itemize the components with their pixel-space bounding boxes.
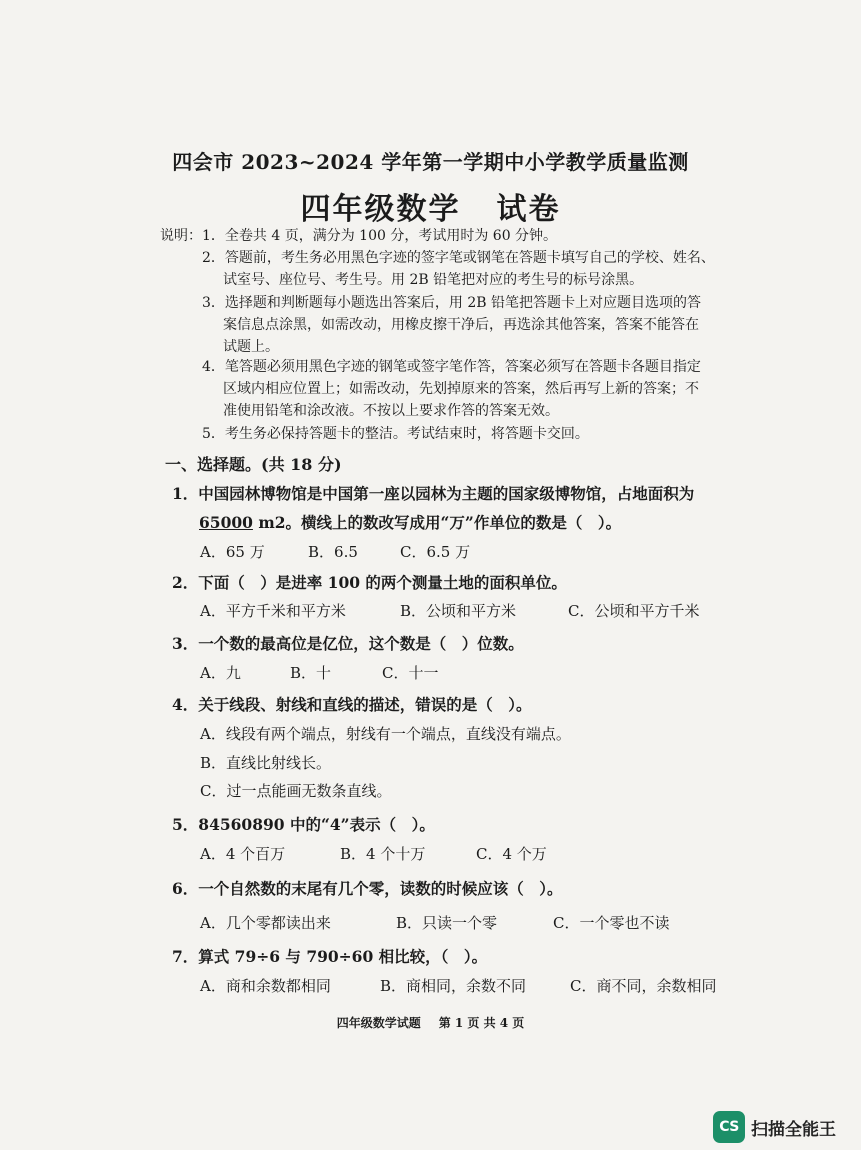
option: A．几个零都读出来	[200, 914, 331, 932]
question-1-stem: 1．中国园林博物馆是中国第一座以园林为主题的国家级博物馆，占地面积为	[172, 484, 695, 503]
option: C．商不同，余数相同	[570, 977, 717, 995]
option: B．直线比射线长。	[200, 754, 332, 772]
option: B．6.5	[308, 543, 358, 561]
question-6-stem: 6．一个自然数的末尾有几个零，读数的时候应该（ ）。	[172, 879, 563, 898]
option: C．4 个万	[476, 845, 547, 863]
note-line: 4．笔答题必须用黑色字迹的钢笔或签字笔作答，答案必须写在答题卡各题目指定	[202, 359, 701, 375]
note-line: 试题上。	[223, 339, 279, 355]
note-line: 案信息点涂黑，如需改动，用橡皮擦干净后，再选涂其他答案，答案不能答在	[223, 317, 699, 333]
note-line: 5．考生务必保持答题卡的整洁。考试结束时，将答题卡交回。	[202, 426, 589, 442]
underlined-number: 65000	[199, 513, 253, 532]
option: A．平方千米和平方米	[200, 602, 346, 620]
question-5-stem: 5．84560890 中的“4”表示（ ）。	[172, 815, 435, 834]
option: B．十	[290, 664, 332, 682]
option: C．十一	[382, 664, 439, 682]
question-4-stem: 4．关于线段、射线和直线的描述，错误的是（ ）。	[172, 695, 532, 714]
section-title: 一、选择题。(共 18 分)	[165, 455, 342, 474]
option: B．公顷和平方米	[400, 602, 517, 620]
notes-label: 说明：	[160, 228, 202, 244]
question-3-stem: 3．一个数的最高位是亿位，这个数是（ ）位数。	[172, 634, 524, 653]
option: B．只读一个零	[396, 914, 498, 932]
note-line: 准使用铅笔和涂改液。不按以上要求作答的答案无效。	[223, 403, 559, 419]
note-line: 2．答题前，考生务必用黑色字迹的签字笔或钢笔在答题卡填写自己的学校、姓名、	[202, 250, 715, 266]
subtitle-subject: 四年级数学	[300, 192, 461, 227]
camscanner-logo-icon: CS	[713, 1111, 745, 1143]
note-line: 试室号、座位号、考生号。用 2B 铅笔把对应的考生号的标号涂黑。	[223, 272, 644, 288]
option: B．商相同，余数不同	[380, 977, 527, 995]
exam-subtitle	[0, 184, 861, 228]
note-line: 3．选择题和判断题每小题选出答案后，用 2B 铅笔把答题卡上对应题目选项的答	[202, 295, 702, 311]
option: A．4 个百万	[200, 845, 286, 863]
option: B．4 个十万	[340, 845, 426, 863]
subtitle-paper: 试卷	[496, 192, 561, 227]
question-2-stem: 2．下面（ ）是进率 100 的两个测量土地的面积单位。	[172, 573, 567, 592]
option: A．65 万	[200, 543, 265, 561]
note-line: 1．全卷共 4 页，满分为 100 分，考试用时为 60 分钟。	[202, 228, 558, 244]
footer-page-number: 第 1 页 共 4 页	[438, 1016, 525, 1030]
question-7-stem: 7．算式 79÷6 与 790÷60 相比较，（ ）。	[172, 947, 488, 966]
option: C．过一点能画无数条直线。	[200, 782, 392, 800]
option: A．商和余数都相同	[200, 977, 331, 995]
question-1-stem-line2: 65000 m2。横线上的数改写成用“万”作单位的数是（ ）。	[199, 513, 622, 532]
option: A．线段有两个端点，射线有一个端点，直线没有端点。	[200, 725, 571, 743]
page-footer	[0, 1014, 861, 1031]
footer-subject: 四年级数学试题	[336, 1016, 421, 1030]
option: A．九	[200, 664, 241, 682]
option: C．6.5 万	[400, 543, 471, 561]
note-line: 区域内相应位置上；如需改动，先划掉原来的答案，然后再写上新的答案；不	[223, 381, 699, 397]
exam-title: 四会市 2023~2024 学年第一学期中小学教学质量监测	[172, 150, 689, 174]
watermark-label: 扫描全能王	[751, 1119, 836, 1140]
option: C．公顷和平方千米	[568, 602, 700, 620]
scanner-watermark	[713, 1110, 836, 1144]
option: C．一个零也不读	[553, 914, 670, 932]
